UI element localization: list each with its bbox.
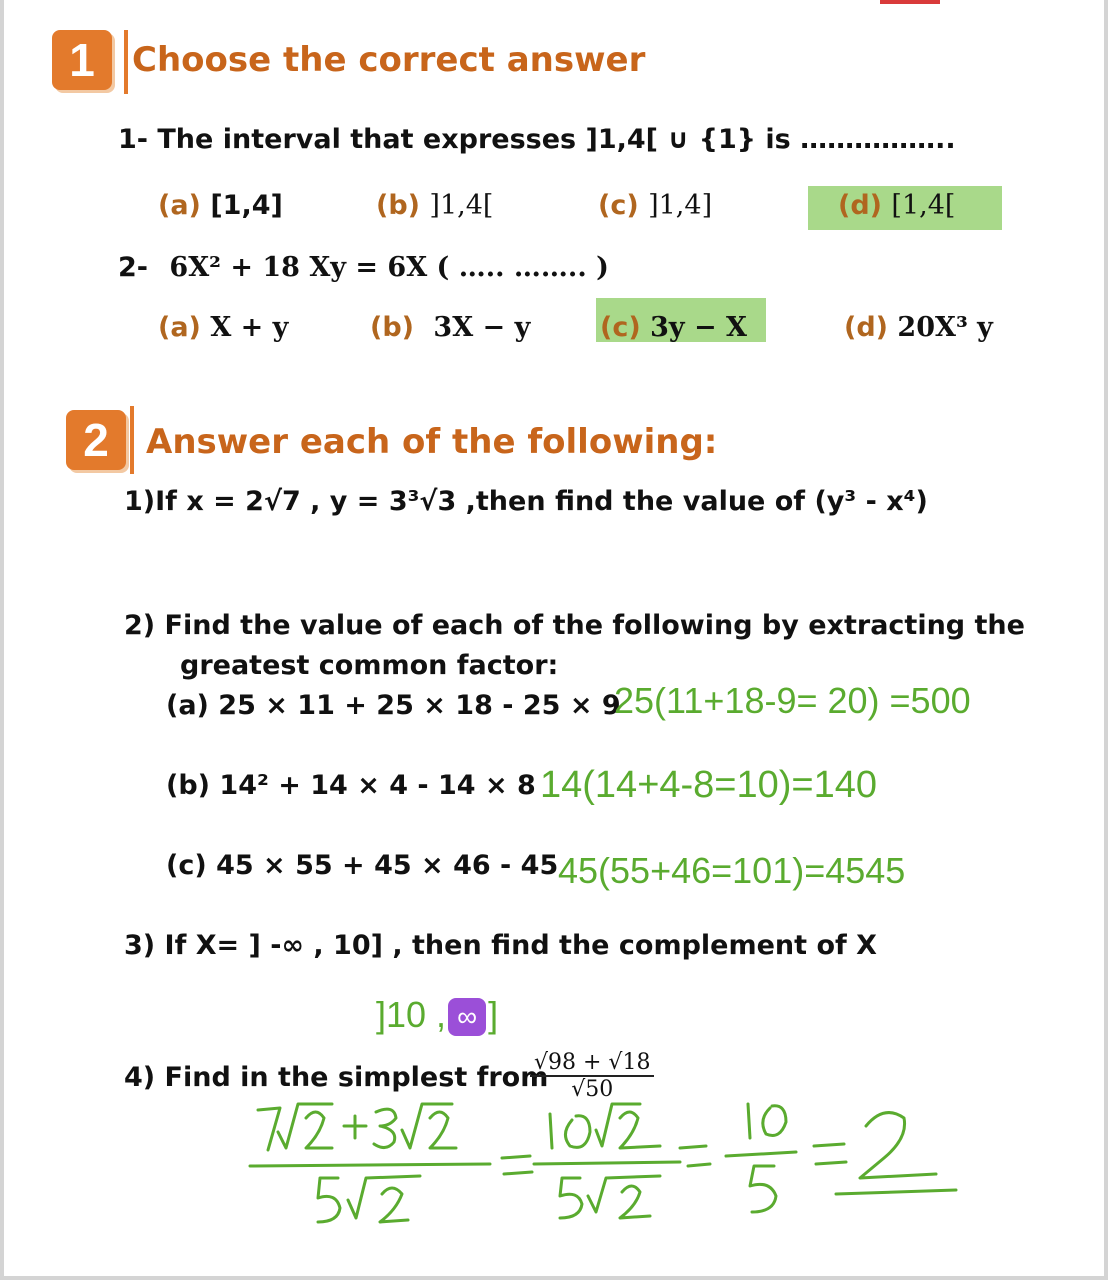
page-border-bottom	[0, 1276, 1108, 1280]
page-border-left	[0, 0, 4, 1280]
q2-option-d: (d) 20X³ y	[844, 312, 993, 343]
section-2-badge: 2	[66, 410, 126, 470]
section-2-heading: Answer each of the following:	[146, 422, 718, 462]
problem-2a-answer: 25(11+18-9= 20) =500	[614, 680, 971, 721]
problem-2a-text: (a) 25 × 11 + 25 × 18 - 25 × 9	[166, 690, 621, 721]
infinity-icon: ∞	[448, 998, 486, 1036]
section-1-badge-bar	[124, 30, 128, 94]
question-1-text: 1- The interval that expresses ]1,4[ ∪ {1} is ……………..	[118, 124, 956, 155]
top-edge-mark	[880, 0, 940, 4]
q1-option-a: (a) [1,4]	[158, 190, 283, 221]
problem-2b-answer: 14(14+4-8=10)=140	[540, 764, 878, 806]
page-border-right	[1104, 0, 1108, 1280]
problem-2c-text: (c) 45 × 55 + 45 × 46 - 45	[166, 850, 559, 881]
section-1-heading: Choose the correct answer	[132, 40, 646, 80]
problem-3-text: 3) If X= ] -∞ , 10] , then find the complement of X	[124, 930, 877, 961]
q2-option-a: (a) X + y	[158, 312, 289, 343]
problem-4-text: 4) Find in the simplest from	[124, 1062, 549, 1093]
q1-option-c: (c) ]1,4]	[598, 190, 713, 221]
q1-option-d: (d) [1,4[	[838, 190, 956, 221]
problem-3-answer: ]10 , ∞ ]	[376, 994, 499, 1035]
q1-option-b: (b) ]1,4[	[376, 190, 494, 221]
problem-2-line-2: greatest common factor:	[180, 650, 559, 681]
problem-1-text: 1)If x = 2√7 , y = 3³√3 ,then find the value of (y³ - x⁴)	[124, 486, 928, 517]
section-1-badge: 1	[52, 30, 112, 90]
problem-2b-text: (b) 14² + 14 × 4 - 14 × 8	[166, 770, 536, 801]
problem-2-line-1: 2) Find the value of each of the following by extracting the	[124, 610, 1025, 641]
q2-option-b: (b) 3X − y	[370, 312, 531, 343]
section-2-badge-bar	[130, 406, 134, 474]
problem-4-handwritten-solution	[240, 1090, 970, 1250]
problem-4-fraction-denominator: √50	[571, 1077, 614, 1102]
q2-option-c: (c) 3y − X	[600, 312, 747, 343]
question-2-text: 2- 6X² + 18 Xy = 6X ( ….. …….. )	[118, 252, 609, 283]
problem-4-fraction-numerator: √98 + √18	[530, 1050, 654, 1077]
problem-2c-answer: 45(55+46=101)=4545	[558, 850, 906, 891]
